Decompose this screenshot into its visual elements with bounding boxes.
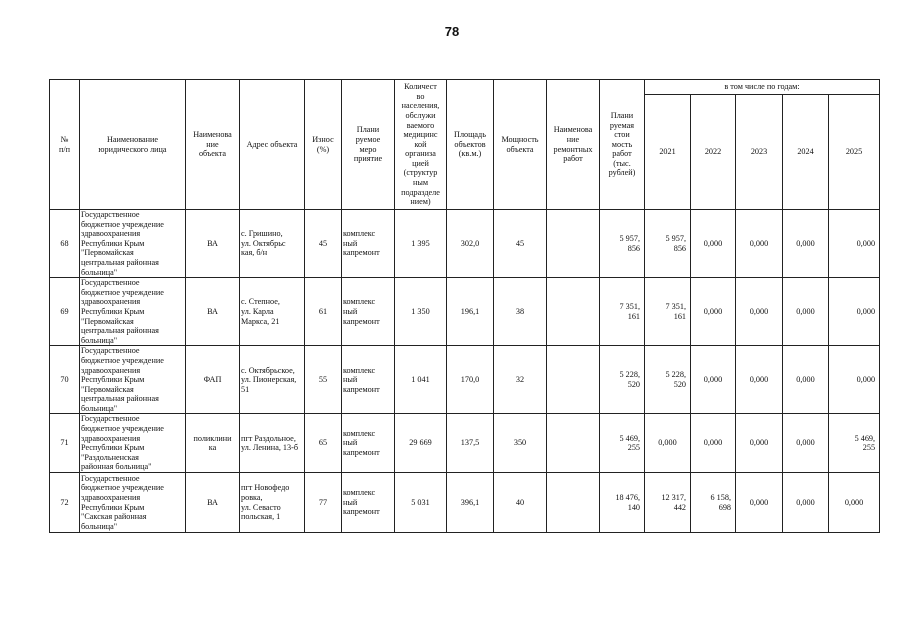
cell-population: 5 031 [395, 473, 447, 533]
cell-year-2021: 5 957, 856 [645, 210, 691, 278]
cell-measure: комплекс ный капремонт [342, 346, 395, 414]
cell-year-2023: 0,000 [736, 278, 783, 346]
table-row [50, 414, 880, 473]
cell-repair [547, 346, 600, 414]
cell-year-2024: 0,000 [783, 473, 829, 533]
cell-year-2022: 0,000 [691, 210, 736, 278]
cell-year-2025: 5 469, 255 [829, 414, 880, 473]
cell-measure: комплекс ный капремонт [342, 278, 395, 346]
cell-num: 71 [50, 414, 80, 473]
cell-capacity: 32 [494, 346, 547, 414]
table-row [50, 473, 880, 533]
cell-cost: 5 469, 255 [600, 414, 645, 473]
header-year-2024: 2024 [783, 95, 829, 210]
cell-address: с. Степное, ул. Карла Маркса, 21 [240, 278, 305, 346]
cell-object: ФАП [186, 346, 240, 414]
cell-wear: 77 [305, 473, 342, 533]
cell-cost: 5 957, 856 [600, 210, 645, 278]
cell-year-2024: 0,000 [783, 346, 829, 414]
cell-year-2024: 0,000 [783, 414, 829, 473]
header-area: Площадь объектов (кв.м.) [447, 80, 494, 210]
cell-entity: Государственное бюджетное учреждение здравоохранения Республики Крым "Сакская районная больница" [80, 473, 186, 533]
facilities-table [49, 79, 880, 533]
cell-measure: комплекс ный капремонт [342, 414, 395, 473]
cell-area: 196,1 [447, 278, 494, 346]
cell-entity: Государственное бюджетное учреждение здравоохранения Республики Крым "Первомайская центральная районная больница" [80, 278, 186, 346]
cell-measure: комплекс ный капремонт [342, 210, 395, 278]
cell-wear: 61 [305, 278, 342, 346]
header-legal-entity: Наименование юридического лица [80, 80, 186, 210]
cell-area: 396,1 [447, 473, 494, 533]
cell-population: 29 669 [395, 414, 447, 473]
header-planned-cost: Плани руемая стои мость работ (тыс. рублей) [600, 80, 645, 210]
table-row [50, 210, 880, 278]
header-capacity: Мощность объекта [494, 80, 547, 210]
cell-num: 69 [50, 278, 80, 346]
header-year-2025: 2025 [829, 95, 880, 210]
cell-capacity: 45 [494, 210, 547, 278]
cell-year-2023: 0,000 [736, 473, 783, 533]
header-address: Адрес объекта [240, 80, 305, 210]
cell-year-2021: 0,000 [645, 414, 691, 473]
cell-entity: Государственное бюджетное учреждение здравоохранения Республики Крым "Раздольненская районная больница" [80, 414, 186, 473]
header-planned-measure: Плани руемое меро приятие [342, 80, 395, 210]
table-row [50, 278, 880, 346]
header-year-2023: 2023 [736, 95, 783, 210]
cell-address: пгт Раздольное, ул. Ленина, 13-б [240, 414, 305, 473]
cell-capacity: 40 [494, 473, 547, 533]
cell-year-2021: 7 351, 161 [645, 278, 691, 346]
cell-year-2024: 0,000 [783, 210, 829, 278]
cell-repair [547, 414, 600, 473]
cell-object: ВА [186, 210, 240, 278]
header-num: № п/п [50, 80, 80, 210]
cell-capacity: 38 [494, 278, 547, 346]
cell-wear: 65 [305, 414, 342, 473]
cell-cost: 7 351, 161 [600, 278, 645, 346]
header-repair-name: Наименова ние ремонтных работ [547, 80, 600, 210]
cell-object: поликлини ка [186, 414, 240, 473]
header-population: Количест во населения, обслужи ваемого медицинс кой организа цией (структур ным подразделе нием) [395, 80, 447, 210]
cell-capacity: 350 [494, 414, 547, 473]
cell-entity: Государственное бюджетное учреждение здравоохранения Республики Крым "Первомайская центральная районная больница" [80, 346, 186, 414]
cell-object: ВА [186, 473, 240, 533]
cell-population: 1 041 [395, 346, 447, 414]
cell-year-2021: 5 228, 520 [645, 346, 691, 414]
cell-cost: 5 228, 520 [600, 346, 645, 414]
header-object-name: Наименова ние объекта [186, 80, 240, 210]
cell-cost: 18 476, 140 [600, 473, 645, 533]
cell-num: 70 [50, 346, 80, 414]
table-row [50, 346, 880, 414]
cell-num: 72 [50, 473, 80, 533]
cell-repair [547, 473, 600, 533]
page-number: 78 [444, 24, 460, 39]
header-by-years: в том числе по годам: [645, 80, 880, 95]
cell-wear: 45 [305, 210, 342, 278]
cell-object: ВА [186, 278, 240, 346]
header-year-2021: 2021 [645, 95, 691, 210]
cell-measure: комплекс ный капремонт [342, 473, 395, 533]
cell-population: 1 395 [395, 210, 447, 278]
cell-num: 68 [50, 210, 80, 278]
cell-area: 302,0 [447, 210, 494, 278]
header-wear: Износ (%) [305, 80, 342, 210]
cell-repair [547, 210, 600, 278]
cell-year-2024: 0,000 [783, 278, 829, 346]
cell-year-2025: 0,000 [829, 346, 880, 414]
cell-year-2025: 0,000 [829, 210, 880, 278]
header-year-2022: 2022 [691, 95, 736, 210]
cell-year-2021: 12 317, 442 [645, 473, 691, 533]
cell-year-2023: 0,000 [736, 346, 783, 414]
cell-address: с. Октябрьское, ул. Пионерская, 51 [240, 346, 305, 414]
cell-wear: 55 [305, 346, 342, 414]
cell-address: пгт Новофедо ровка, ул. Севасто польская, 1 [240, 473, 305, 533]
cell-year-2023: 0,000 [736, 414, 783, 473]
cell-population: 1 350 [395, 278, 447, 346]
cell-year-2022: 6 158, 698 [691, 473, 736, 533]
cell-year-2022: 0,000 [691, 346, 736, 414]
cell-address: с. Гришино, ул. Октябрьс кая, б/н [240, 210, 305, 278]
cell-area: 137,5 [447, 414, 494, 473]
cell-year-2022: 0,000 [691, 414, 736, 473]
cell-entity: Государственное бюджетное учреждение здравоохранения Республики Крым "Первомайская центральная районная больница" [80, 210, 186, 278]
cell-year-2025: 0,000 [829, 278, 880, 346]
cell-year-2025: 0,000 [829, 473, 880, 533]
cell-year-2022: 0,000 [691, 278, 736, 346]
cell-area: 170,0 [447, 346, 494, 414]
cell-year-2023: 0,000 [736, 210, 783, 278]
cell-repair [547, 278, 600, 346]
